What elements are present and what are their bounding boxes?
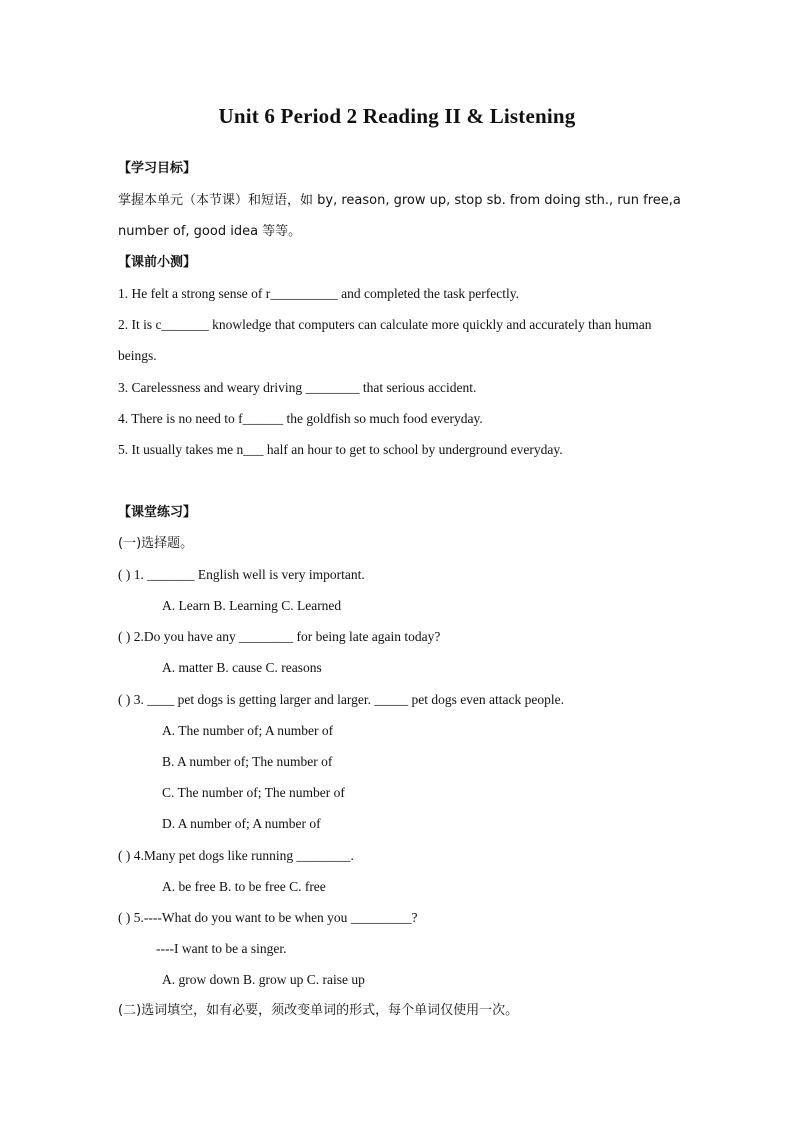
question-3-option-a: A. The number of; A number of	[162, 723, 334, 738]
goals-line-1: 掌握本单元（本节课）和短语，如 by, reason, grow up, stop sb. from doing sth., run free,a	[118, 193, 681, 208]
goals-heading: 【学习目标】	[118, 161, 197, 176]
question-5: ( ) 5.----What do you want to be when you _________?	[118, 910, 418, 925]
pretest-item-1: 1. He felt a strong sense of r__________ and completed the task perfectly.	[118, 286, 520, 301]
question-1-options: A. Learn B. Learning C. Learned	[162, 598, 342, 613]
question-2: ( ) 2.Do you have any ________ for being late again today?	[118, 629, 441, 644]
pretest-item-5: 5. It usually takes me n___ half an hour to get to school by underground everyday.	[118, 442, 563, 457]
question-3-option-c: C. The number of; The number of	[162, 785, 345, 800]
page-title: Unit 6 Period 2 Reading II & Listening	[218, 104, 576, 128]
practice-heading: 【课堂练习】	[118, 505, 197, 520]
question-4: ( ) 4.Many pet dogs like running ________.	[118, 848, 354, 863]
question-3-option-d: D. A number of; A number of	[162, 816, 321, 831]
pretest-item-2: 2. It is c_______ knowledge that computers can calculate more quickly and accurately than human	[118, 317, 652, 332]
section-1-heading: (一)选择题。	[118, 536, 194, 551]
question-1: ( ) 1. _______ English well is very important.	[118, 567, 365, 582]
question-4-options: A. be free B. to be free C. free	[162, 879, 326, 894]
pretest-item-4: 4. There is no need to f______ the goldfish so much food everyday.	[118, 411, 483, 426]
pretest-item-2-cont: beings.	[118, 348, 157, 363]
question-2-options: A. matter B. cause C. reasons	[162, 660, 322, 675]
question-3-option-b: B. A number of; The number of	[162, 754, 333, 769]
pretest-heading: 【课前小测】	[118, 255, 197, 270]
pretest-item-3: 3. Carelessness and weary driving ________ that serious accident.	[118, 380, 477, 395]
goals-line-2: number of, good idea 等等。	[118, 224, 302, 239]
section-2-heading: (二)选词填空，如有必要，须改变单词的形式，每个单词仅使用一次。	[118, 1003, 519, 1018]
question-5-options: A. grow down B. grow up C. raise up	[162, 972, 365, 987]
question-3: ( ) 3. ____ pet dogs is getting larger and larger. _____ pet dogs even attack people.	[118, 692, 565, 707]
question-5-reply: ----I want to be a singer.	[156, 941, 287, 956]
